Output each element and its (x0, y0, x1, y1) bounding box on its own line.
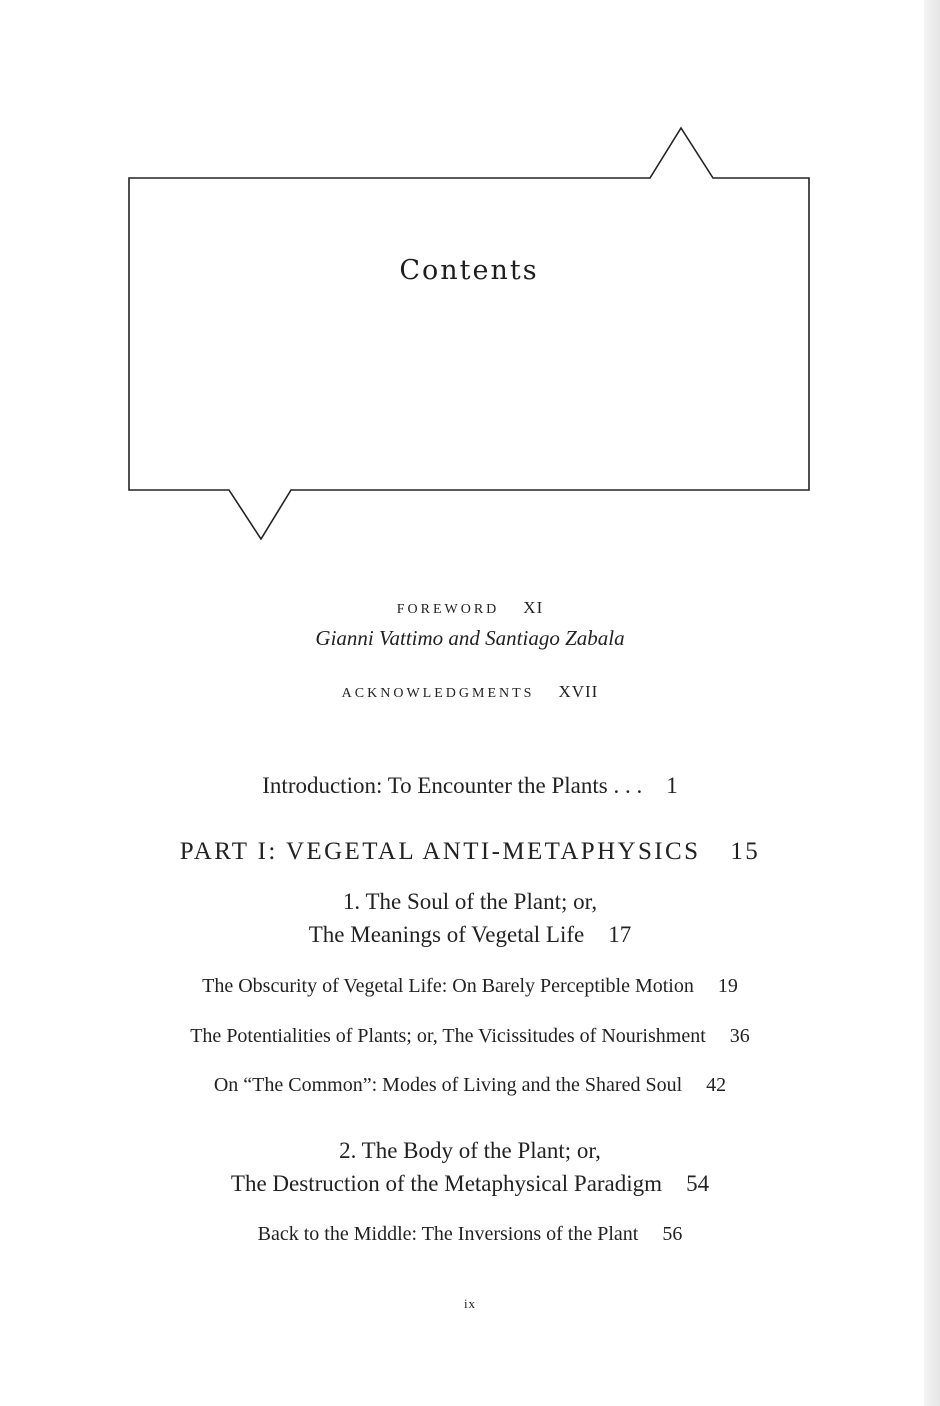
section-page: 19 (717, 975, 738, 997)
chapter-1-line-2[interactable] (0, 922, 940, 948)
chapter-2-title: The Destruction of the Metaphysical Paradigm (230, 1171, 663, 1196)
chapter-2-line-2[interactable] (0, 1171, 940, 1197)
chapter-1-page: 17 (608, 922, 632, 947)
chapter-1-title: The Meanings of Vegetal Life (308, 922, 585, 947)
page-title: Contents (399, 255, 539, 286)
section-label: The Obscurity of Vegetal Life: On Barely Perceptible Motion (202, 975, 694, 997)
introduction-page: 1 (666, 773, 678, 798)
acknowledgments-label: ACKNOWLEDGMENTS (341, 686, 535, 701)
section-page: 36 (729, 1025, 750, 1047)
section-page: 42 (706, 1074, 727, 1096)
foreword-label: FOREWORD (396, 602, 500, 617)
toc-foreword[interactable] (0, 598, 940, 618)
toc-section[interactable] (0, 1074, 940, 1097)
part-label: PART I: VEGETAL ANTI-METAPHYSICS (179, 838, 701, 865)
toc-acknowledgments[interactable] (0, 682, 940, 702)
toc-section[interactable] (0, 1025, 940, 1048)
chapter-2-page: 54 (686, 1171, 710, 1196)
section-label: Back to the Middle: The Inversions of the Plant (257, 1223, 639, 1245)
foreword-page: XI (523, 598, 544, 617)
section-label: On “The Common”: Modes of Living and the Shared Soul (213, 1074, 683, 1096)
page-folio: ix (463, 1296, 477, 1311)
introduction-label: Introduction: To Encounter the Plants . . . (262, 773, 643, 798)
chapter-2-line-1[interactable]: 2. The Body of the Plant; or, (339, 1138, 601, 1163)
foreword-byline: Gianni Vattimo and Santiago Zabala (315, 626, 625, 650)
part-page: 15 (730, 838, 761, 865)
toc-section[interactable] (0, 1223, 940, 1246)
toc-introduction[interactable] (0, 773, 940, 799)
chapter-1-line-1[interactable]: 1. The Soul of the Plant; or, (342, 889, 598, 914)
toc-part-1[interactable] (0, 838, 940, 866)
toc-section[interactable] (0, 975, 940, 998)
section-page: 56 (662, 1223, 683, 1245)
acknowledgments-page: XVII (558, 682, 599, 701)
section-label: The Potentialities of Plants; or, The Vicissitudes of Nourishment (190, 1025, 706, 1047)
